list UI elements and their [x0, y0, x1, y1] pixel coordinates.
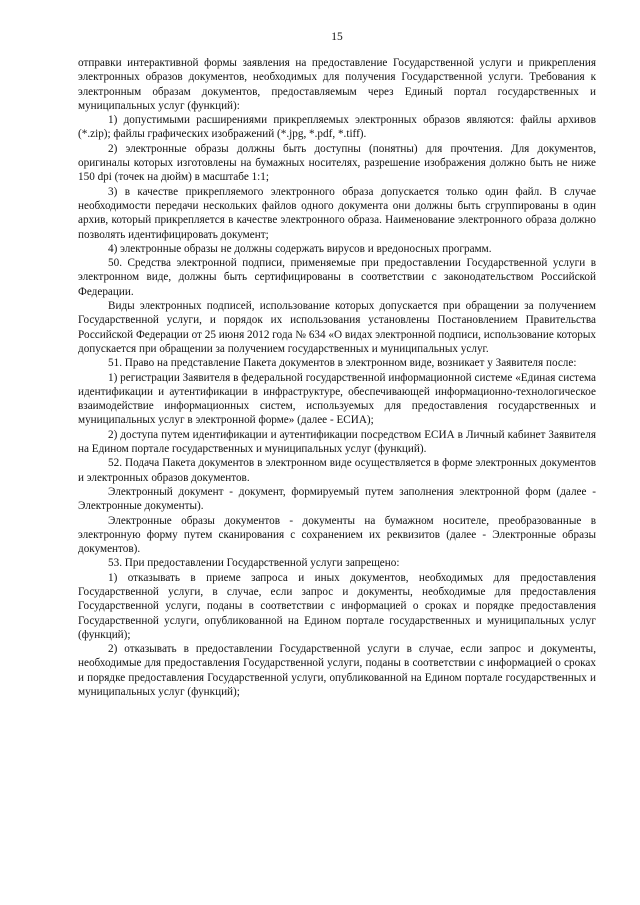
paragraph-15: 2) отказывать в предоставлении Государственной услуги в случае, если запрос и документы, необходимые для предоставления Государственной услуги, поданы в соответствии с информацией о сроках и порядке предоставления Государственной услуги, опубликованной на Едином портале государственных и муниципальных услуг (функций); [78, 643, 596, 699]
paragraph-1: 1) допустимыми расширениями прикрепляемых электронных образов являются: файлы архивов (*.zip); файлы графических изображений (*.jpg, *.pdf, *.tiff). [78, 114, 596, 141]
paragraph-7: 51. Право на представление Пакета документов в электронном виде, возникает у Заявителя после: [108, 357, 577, 370]
paragraph-5: 50. Средства электронной подписи, применяемые при предоставлении Государственной услуги в электронном виде, должны быть сертифицированы в соответствии с законодательством Российской Федерации. [78, 257, 596, 298]
paragraph-10: 52. Подача Пакета документов в электронном виде осуществляется в форме электронных документов и электронных образов документов. [78, 457, 596, 484]
paragraph-4: 4) электронные образы не должны содержать вирусов и вредоносных программ. [108, 242, 492, 255]
paragraph-11: Электронный документ - документ, формируемый путем заполнения электронной форм (далее - Электронные документы). [78, 485, 596, 513]
paragraph-8: 1) регистрации Заявителя в федеральной государственной информационной системе «Единая система идентификации и аутентификации в инфраструктуре, обеспечивающей информационно-технологическое взаимодействие информационных систем, используемых для предоставления государственных и муниципальных услуг в электронной форме» (далее - ЕСИА); [78, 371, 596, 427]
paragraph-12: Электронные образы документов - документы на бумажном носителе, преобразованные в электронную форму путем сканирования с сохранением их реквизитов (далее - Электронные образы документов). [78, 514, 596, 556]
paragraph-0: отправки интерактивной формы заявления на предоставление Государственной услуги и прикрепления электронных образов документов, необходимых для получения Государственной услуги. Требования к электронным образам документов, предоставляемым через Единый портал государственных и муниципальных услуг (функций): [78, 57, 596, 112]
page-number: 15 [331, 31, 343, 43]
paragraph-14: 1) отказывать в приеме запроса и иных документов, необходимых для предоставления Государственной услуги, в случае, если запрос и документы, необходимые для предоставления Государственной услуги, поданы в соответствии с информацией о сроках и порядке предоставления Государственной услуги, опубликованной на Едином портале государственных и муниципальных услуг (функций); [78, 571, 596, 641]
paragraph-3: 3) в качестве прикрепляемого электронного образа допускается только один файл. В случае необходимости передачи нескольких файлов одного документа они должны быть сгруппированы в один архив, который прикрепляется в качестве электронного образа. Наименование электронного образа должно позволять идентифицировать документ; [78, 185, 596, 241]
paragraph-13: 53. При предоставлении Государственной услуги запрещено: [108, 557, 400, 570]
paragraph-9: 2) доступа путем идентификации и аутентификации посредством ЕСИА в Личный кабинет Заявителя на Едином портале государственных и муниципальных услуг (функций). [78, 428, 596, 456]
paragraph-2: 2) электронные образы должны быть доступны (понятны) для прочтения. Для документов, оригиналы которых изготовлены на бумажных носителях, разрешение изображения должно быть не ниже 150 dpi (точек на дюйм) в масштабе 1:1; [78, 142, 596, 184]
paragraph-6: Виды электронных подписей, использование которых допускается при обращении за получением Государственной услуги, и порядок их использования установлены Постановлением Правительства Российской Федерации от 25 июня 2012 года № 634 «О видах электронной подписи, использование которых допускается при обращении за получением государственных и муниципальных услуг. [78, 300, 596, 355]
